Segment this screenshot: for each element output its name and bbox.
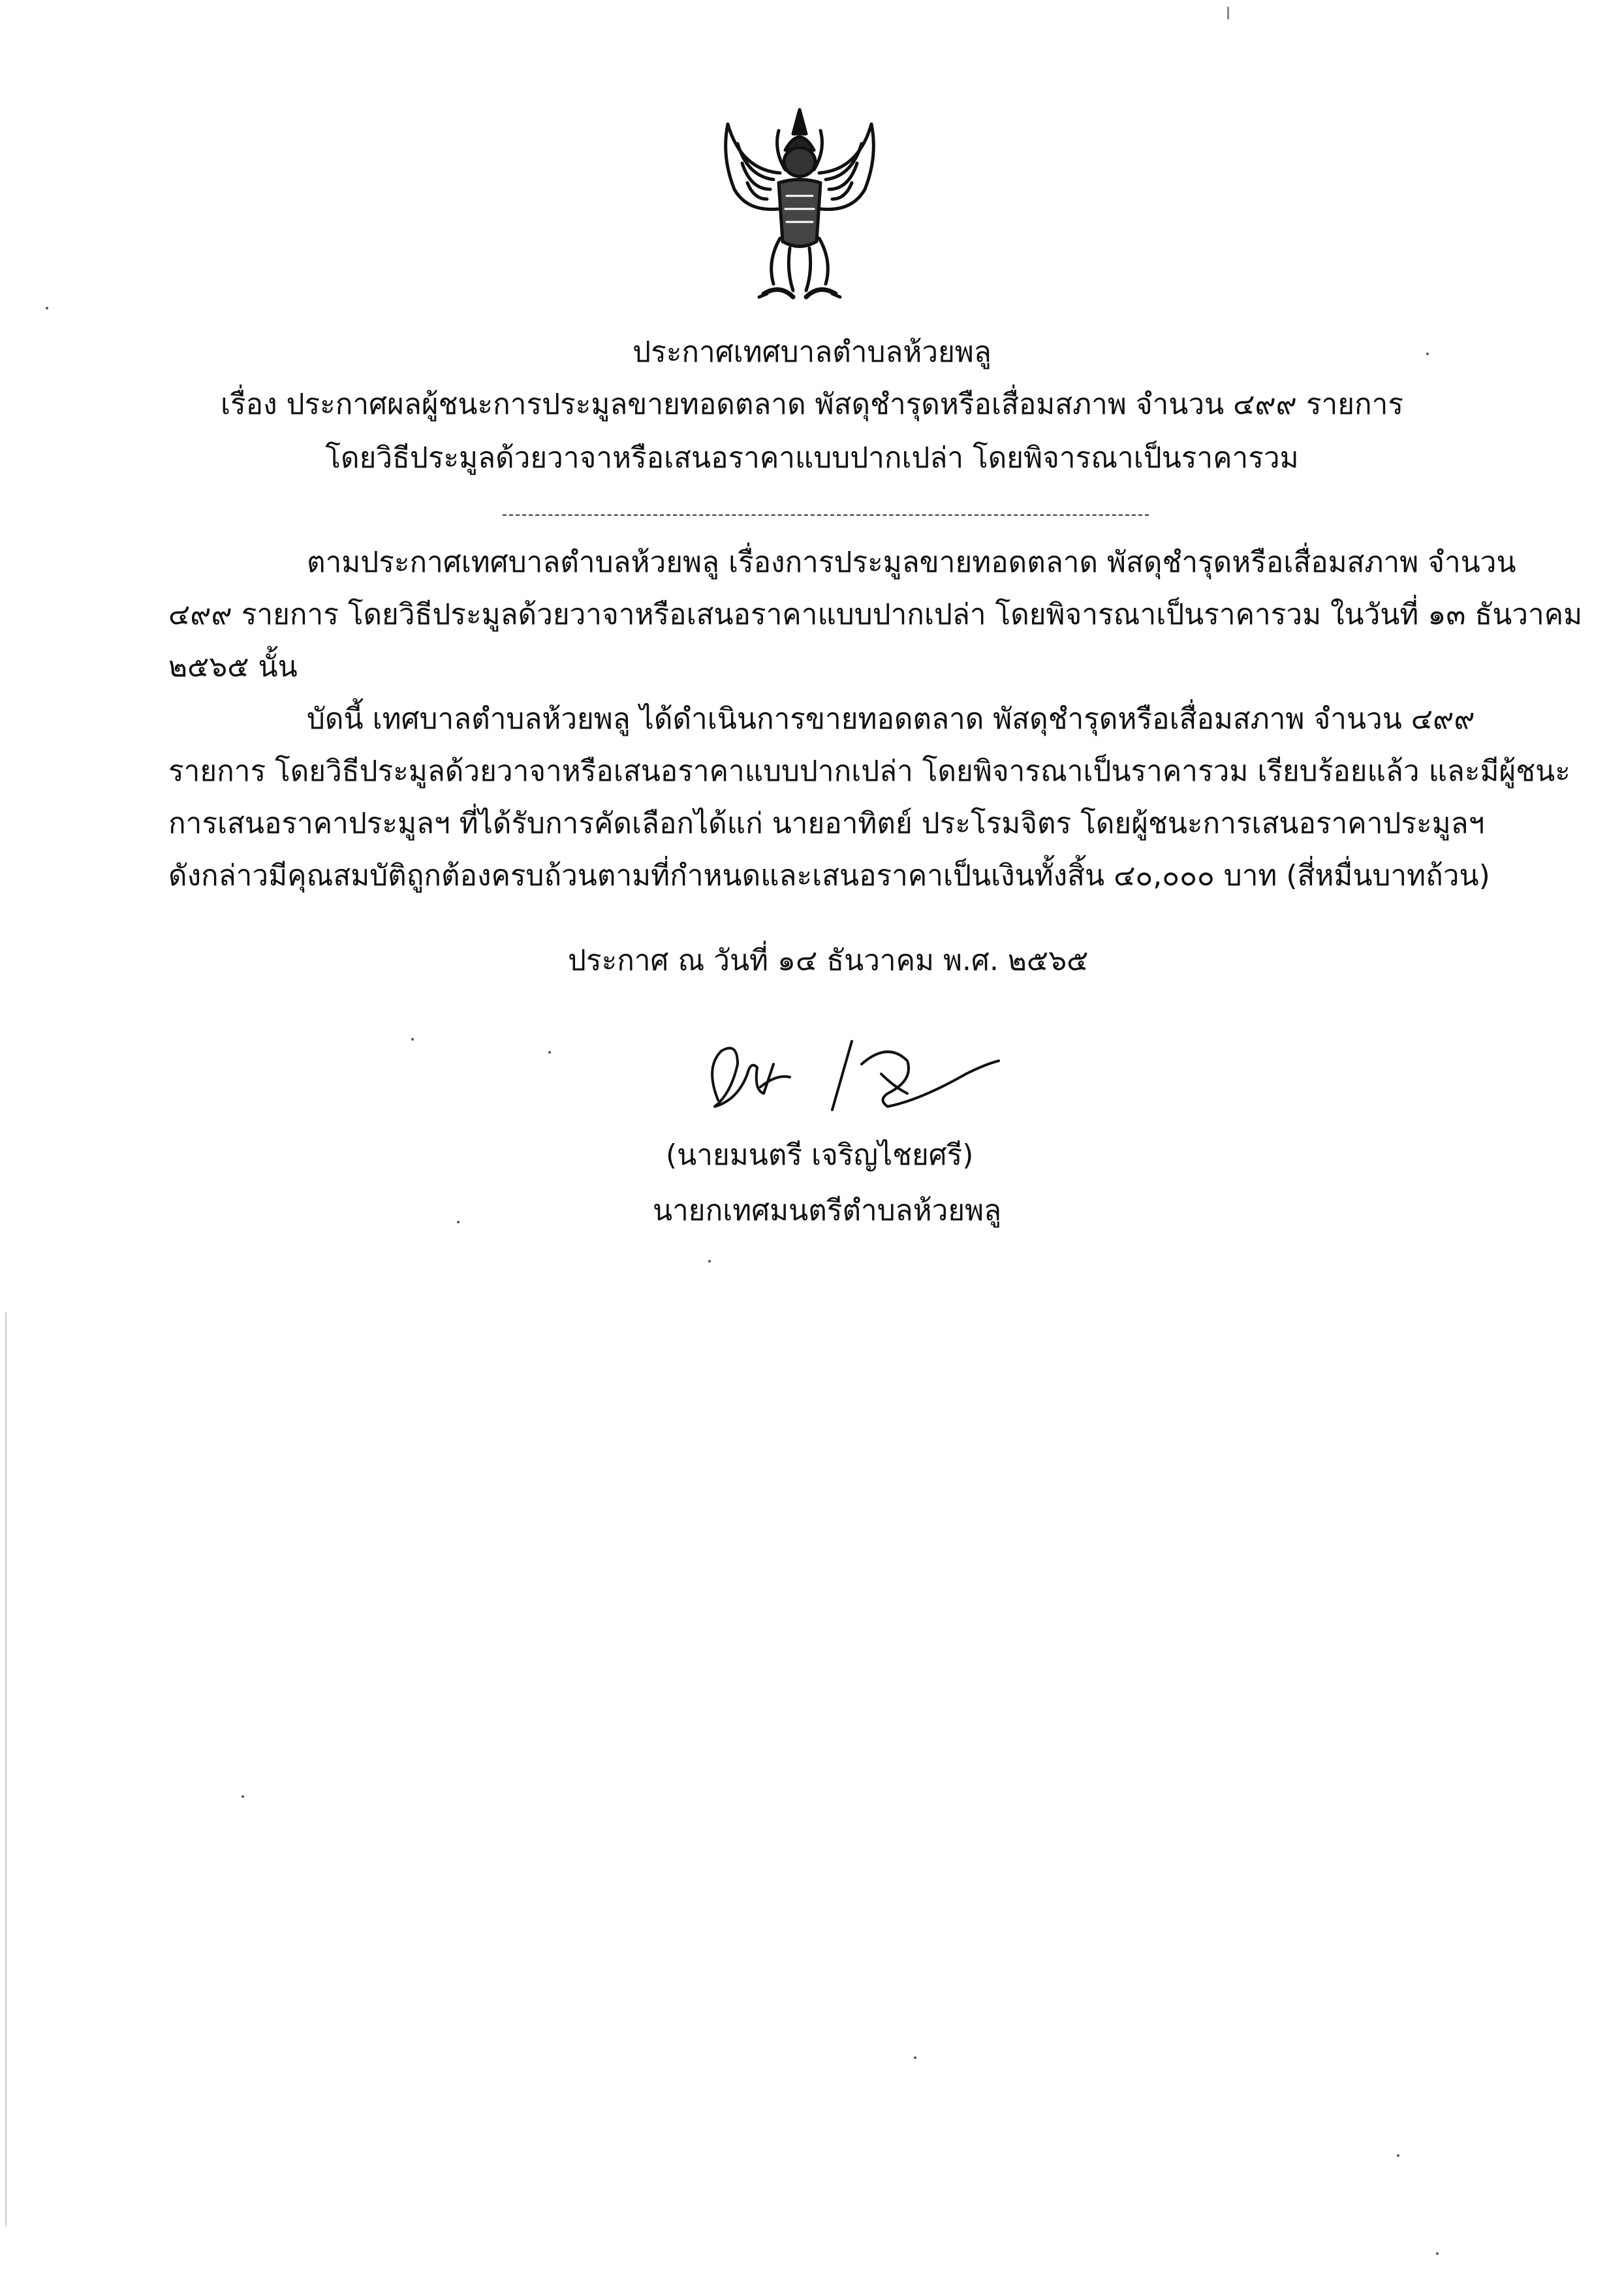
scan-mark bbox=[1227, 7, 1229, 20]
garuda-emblem-icon bbox=[702, 98, 898, 313]
paragraph-1-line-1: ตามประกาศเทศบาลตำบลห้วยพลู เรื่องการประมูลขายทอดตลาด พัสดุชำรุดหรือเสื่อมสภาพ จำนวน bbox=[307, 546, 1516, 579]
scan-speck bbox=[1426, 353, 1429, 355]
subject-line-2: โดยวิธีประมูลด้วยวาจาหรือเสนอราคาแบบปากเปล่า โดยพิจารณาเป็นราคารวม bbox=[325, 441, 1299, 475]
paragraph-2-line-3: การเสนอราคาประมูลฯ ที่ได้รับการคัดเลือกได้แก่ นายอาทิตย์ ประโรมจิตร โดยผู้ชนะการเสนอราคาประมูลฯ bbox=[168, 807, 1485, 840]
paragraph-1-line-3: ๒๕๖๕ นั้น bbox=[168, 650, 298, 683]
paragraph-1-line-2: ๔๙๙ รายการ โดยวิธีประมูลด้วยวาจาหรือเสนอราคาแบบปากเปล่า โดยพิจารณาเป็นราคารวม ในวันที่ ๑๓ ธันวาคม bbox=[168, 598, 1583, 631]
scan-speck bbox=[548, 1051, 551, 1054]
scan-edge-line bbox=[5, 1312, 7, 2226]
paragraph-2-line-1: บัดนี้ เทศบาลตำบลห้วยพลู ได้ดำเนินการขายทอดตลาด พัสดุชำรุดหรือเสื่อมสภาพ จำนวน ๔๙๙ bbox=[307, 702, 1475, 736]
scan-speck bbox=[708, 1260, 711, 1263]
scan-speck bbox=[242, 1795, 244, 1798]
subject-line-1: เรื่อง ประกาศผลผู้ชนะการประมูลขายทอดตลาด พัสดุชำรุดหรือเสื่อมสภาพ จำนวน ๔๙๙ รายการ bbox=[221, 388, 1403, 421]
agency-title: ประกาศเทศบาลตำบลห้วยพลู bbox=[632, 336, 992, 369]
handwritten-signature bbox=[692, 1028, 1005, 1126]
divider bbox=[503, 514, 1149, 516]
scan-speck bbox=[411, 1038, 414, 1041]
paragraph-2-line-2: รายการ โดยวิธีประมูลด้วยวาจาหรือเสนอราคาแบบปากเปล่า โดยพิจารณาเป็นราคารวม เรียบร้อยแล้ว และมีผู้ชนะ bbox=[168, 755, 1570, 788]
paragraph-2-line-4: ดังกล่าวมีคุณสมบัติถูกต้องครบถ้วนตามที่กำหนดและเสนอราคาเป็นเงินทั้งสิ้น ๔๐,๐๐๐ บาท (สี่หมื่นบาทถ้วน) bbox=[168, 859, 1490, 892]
scan-speck bbox=[457, 1221, 460, 1223]
scan-speck bbox=[914, 2056, 916, 2059]
scan-speck bbox=[1397, 2154, 1399, 2157]
announcement-date: ประกาศ ณ วันที่ ๑๔ ธันวาคม พ.ศ. ๒๕๖๕ bbox=[568, 944, 1089, 977]
scan-speck bbox=[46, 307, 48, 309]
scan-speck bbox=[1436, 2252, 1439, 2255]
signatory-position: นายกเทศมนตรีตำบลห้วยพลู bbox=[653, 1194, 1002, 1227]
signatory-name: (นายมนตรี เจริญไชยศรี) bbox=[666, 1139, 974, 1172]
